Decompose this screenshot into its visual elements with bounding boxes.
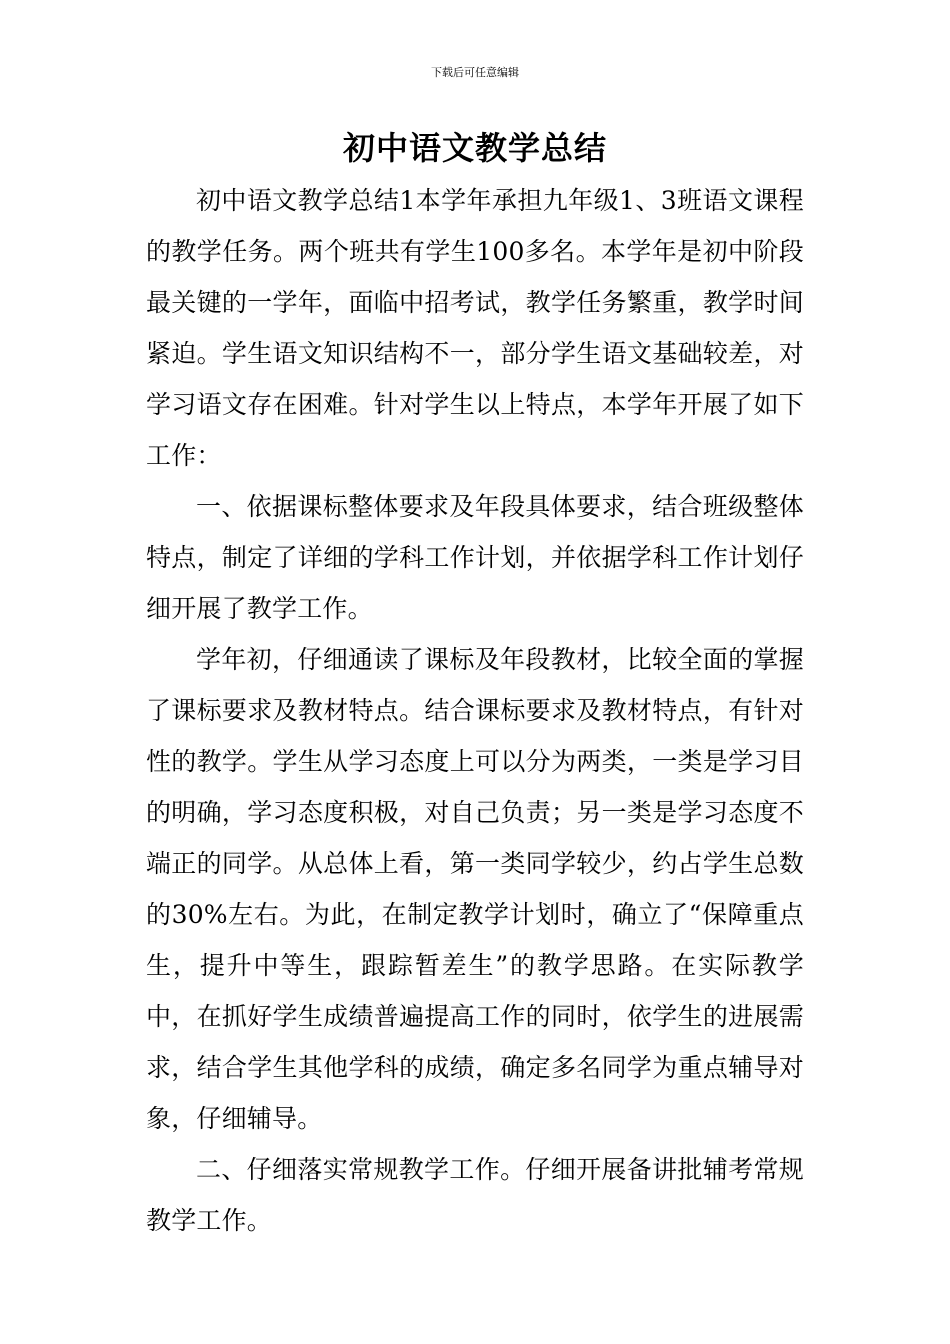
document-title: 初中语文教学总结	[342, 129, 607, 167]
paragraph-year-start: 学年初，仔细通读了课标及年段教材，比较全面的掌握了课标要求及教材特点。结合课标要求及教材特点，有针对性的教学。学生从学习态度上可以分为两类，一类是学习目的明确，学习态度积极，对自己负责；另一类是学习态度不端正的同学。从总体上看，第一类同学较少，约占学生总数的30%左右。为此，在制定教学计划时，确立了“保障重点生，提升中等生，跟踪暂差生”的教学思路。在实际教学中，在抓好学生成绩普遍提高工作的同时，依学生的进展需求，结合学生其他学科的成绩，确定多名同学为重点辅导对象，仔细辅导。	[146, 645, 804, 1133]
paragraph-intro: 初中语文教学总结1本学年承担九年级1、3班语文课程的教学任务。两个班共有学生100多名。本学年是初中阶段最关键的一学年，面临中招考试，教学任务繁重，教学时间紧迫。学生语文知识结构不一，部分学生语文基础较差，对学习语文存在困难。针对学生以上特点，本学年开展了如下工作：	[146, 186, 804, 470]
paragraph-section-one: 一、依据课标整体要求及年段具体要求，结合班级整体特点，制定了详细的学科工作计划，并依据学科工作计划仔细开展了教学工作。	[146, 492, 804, 623]
paragraph-section-two: 二、仔细落实常规教学工作。仔细开展备讲批辅考常规教学工作。	[146, 1155, 804, 1235]
document-body	[146, 175, 804, 1246]
header-note: 下载后可任意编辑	[431, 66, 519, 79]
